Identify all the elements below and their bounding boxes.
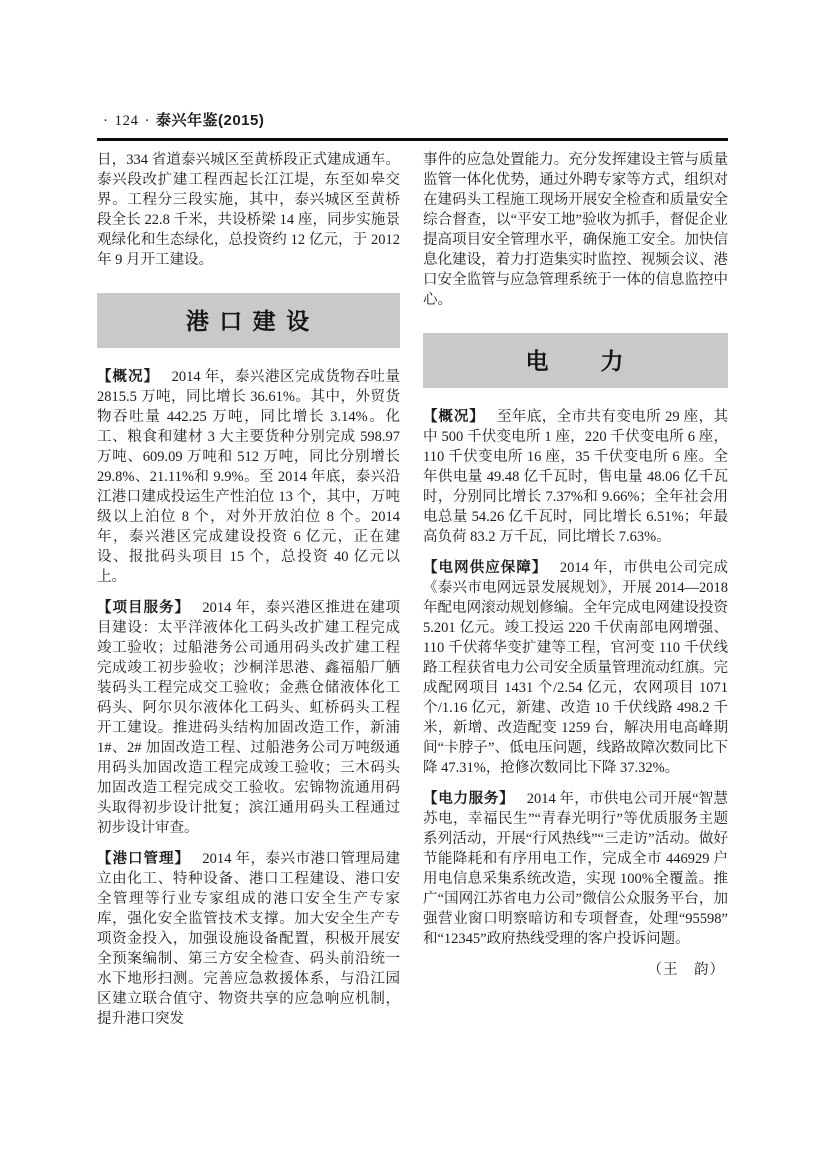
author-byline: （王 韵） — [647, 962, 725, 978]
right-column — [423, 150, 728, 1040]
header-rule — [97, 138, 728, 141]
entry-label: 【港口管理】 — [97, 851, 191, 867]
entry-text: 2014 年，市供电公司完成《泰兴市电网远景发展规划》，开展 2014—2018 年配电网滚动规划修编。全年完成电网建设投资 5.201 亿元。竣工投运 220 千伏南部电网增强、110 千伏蒋华变扩建等工程，官河变 110 千伏线路工程获省电力公司安全质量管理流动红旗。完成配网项目 1431 个/2.54 亿元，农网项目 1071 个/1.16 亿元，新建、改造 10 千伏线路 498.2 千米，新增、改造配变 1259 台，解决用电高峰期间“卡脖子”、低电压问题，线路故障次数同比下降 47.31%，抢修次数同比下降 37.32%。 — [423, 560, 728, 776]
entry-text: 2014 年，泰兴港区推进在建项目建设：太平洋液体化工码头改扩建工程完成竣工验收；过船港务公司通用码头改扩建工程完成竣工初步验收；沙桐洋思港、鑫福船厂舾装码头工程完成交工验收；金燕仓储液体化工码头、阿尔贝尔液体化工码头、虹桥码头工程开工建设。推进码头结构加固改造工作，新浦 1#、2# 加固改造工程、过船港务公司万吨级通用码头加固改造工程完成竣工验收；三木码头加固改造工程完成交工验收。宏锦物流通用码头取得初步设计批复；滨江通用码头工程通过初步设计审查。 — [97, 600, 401, 836]
entry-text: 至年底，全市共有变电所 29 座，其中 500 千伏变电所 1 座，220 千伏变电所 6 座，110 千伏变电所 16 座，35 千伏变电所 6 座。全年供电量 49.48 亿千瓦时，售电量 48.06 亿千瓦时，分别同比增长 7.37%和 9.66%；全年社会用电总量 54.26 亿千瓦时，同比增长 6.51%；年最高负荷 83.2 万千瓦，同比增长 7.63%。 — [423, 409, 728, 545]
separator-dot-icon: · — [144, 113, 150, 129]
entry-paragraph — [423, 558, 728, 778]
running-head — [97, 112, 728, 130]
continuation-paragraph: 日，334 省道泰兴城区至黄桥段正式建成通车。泰兴段改扩建工程西起长江江堤，东至如皋交界。工程分三段实施，其中，泰兴城区至黄桥段全长 22.8 千米，共设桥梁 14 座，同步实施景观绿化和生态绿化，总投资约 12 亿元，于 2012 年 9 月开工建设。 — [97, 152, 400, 268]
entry-label: 【电网供应保障】 — [423, 560, 548, 576]
separator-dot-icon: · — [103, 113, 109, 129]
section-title: 电 力 — [525, 347, 626, 374]
continuation-paragraph: 事件的应急处置能力。充分发挥建设主管与质量监管一体化优势，通过外聘专家等方式，组织对在建码头工程施工现场开展安全检查和质量安全综合督查，以“平安工地”验收为抓手，督促企业提高项目安全管理水平，确保施工安全。加快信息化建设，着力打造集实时监控、视频会议、港口安全监管与应急管理系统于一体的信息监控中心。 — [423, 152, 728, 308]
entry-paragraph — [423, 789, 728, 949]
entry-text: 2014 年，市供电公司开展“智慧苏电，幸福民生”“青春光明行”等优质服务主题系列活动，开展“行风热线”“三走访”活动。做好节能降耗和有序用电工作，完成全市 446929 户用电信息采集系统改造，实现 100%全覆盖。推广“国网江苏省电力公司”微信公众服务平台，加强营业窗口明察暗访和专项督查，处理“95598”和“12345”政府热线受理的客户投诉问题。 — [423, 791, 728, 947]
entry-text: 2014 年，泰兴港区完成货物吞吐量 2815.5 万吨，同比增长 36.61%。其中，外贸货物吞吐量 442.25 万吨，同比增长 3.14%。化工、粮食和建材 3 大主要货种分别完成 598.97 万吨、609.09 万吨和 512 万吨，同比分别增长 29.8%、21.11%和 9.9%。至 2014 年底，泰兴沿江港口建成投运生产性泊位 13 个，其中，万吨级以上泊位 8 个，对外开放泊位 8 个。2014 年，泰兴港区完成建设投资 6 亿元，正在建设、报批码头项目 15 个，总投资 40 亿元以上。 — [97, 369, 400, 585]
entry-paragraph — [97, 367, 400, 587]
entry-label: 【概况】 — [97, 369, 160, 385]
entry-paragraph — [97, 598, 400, 838]
section-header-electric-power — [423, 333, 728, 388]
two-column-layout — [97, 150, 728, 1040]
book-title: 泰兴年鉴(2015) — [156, 112, 265, 129]
section-title: 港 口 建 设 — [185, 307, 312, 334]
left-column — [97, 150, 400, 1040]
page-content — [97, 112, 728, 1040]
page-number: 124 — [114, 113, 139, 129]
entry-text: 2014 年，泰兴市港口管理局建立由化工、特种设备、港口工程建设、港口安全管理等行业专家组成的港口安全生产专家库，强化安全监管技术支撑。加大安全生产专项资金投入，加强设施设备配置，积极开展安全预案编制、第三方安全检查、码头前沿统一水下地形扫测。完善应急救援体系，与沿江园区建立联合值守、物资共享的应急响应机制，提升港口突发 — [97, 851, 401, 1027]
entry-paragraph — [97, 849, 400, 1029]
section-header-port-construction — [97, 293, 400, 348]
entry-label: 【概况】 — [423, 409, 485, 425]
entry-label: 【电力服务】 — [423, 791, 515, 807]
entry-label: 【项目服务】 — [97, 600, 191, 616]
entry-paragraph — [423, 407, 728, 547]
